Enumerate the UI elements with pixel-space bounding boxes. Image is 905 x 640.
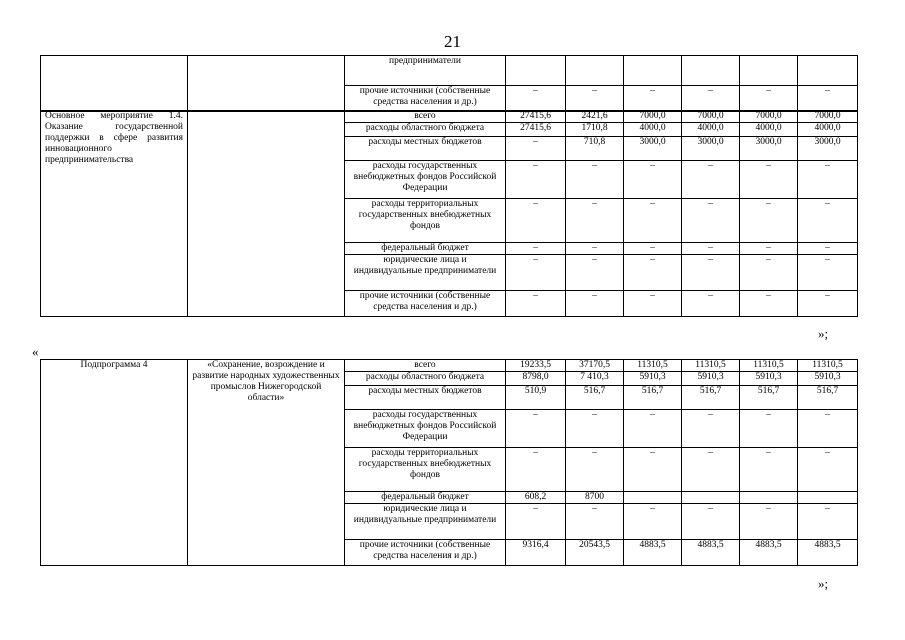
value-cell: – — [566, 243, 624, 255]
value-cell: 8798,0 — [506, 372, 566, 386]
value-cell — [682, 56, 740, 86]
value-cell: – — [740, 448, 798, 492]
value-cell: 710,8 — [566, 137, 624, 161]
value-cell: – — [506, 199, 566, 243]
value-cell: – — [624, 161, 682, 199]
value-cell: – — [798, 448, 858, 492]
value-cell: – — [798, 410, 858, 448]
value-cell: 516,7 — [566, 386, 624, 410]
value-cell — [798, 56, 858, 86]
value-cell: 11310,5 — [798, 360, 858, 372]
value-cell — [682, 492, 740, 504]
budget-table-subprogram-4 — [40, 359, 858, 566]
funding-source: расходы местных бюджетов — [345, 137, 506, 161]
funding-source: расходы областного бюджета — [345, 372, 506, 386]
funding-source: предприниматели — [345, 56, 506, 86]
funding-source: расходы областного бюджета — [345, 123, 506, 137]
value-cell: 4883,5 — [740, 540, 798, 566]
value-cell — [566, 56, 624, 86]
value-cell: – — [506, 291, 566, 317]
value-cell — [740, 56, 798, 86]
value-cell: – — [740, 243, 798, 255]
value-cell: – — [566, 255, 624, 291]
funding-source: прочие источники (собственные средства населения и др.) — [345, 86, 506, 112]
opening-quote: « — [32, 344, 39, 359]
value-cell: – — [506, 255, 566, 291]
value-cell: – — [566, 199, 624, 243]
value-cell: – — [682, 410, 740, 448]
value-cell: 27415,6 — [506, 111, 566, 123]
value-cell: 4000,0 — [798, 123, 858, 137]
activity-title-cell — [41, 56, 188, 112]
value-cell: – — [798, 161, 858, 199]
value-cell: 516,7 — [798, 386, 858, 410]
value-cell: – — [740, 504, 798, 540]
value-cell: – — [740, 199, 798, 243]
value-cell: 11310,5 — [682, 360, 740, 372]
value-cell: – — [740, 161, 798, 199]
subprogram-name: «Сохранение, возрождение и развитие народных художественных промыслов Нижегородской области» — [188, 360, 345, 566]
value-cell: – — [624, 86, 682, 112]
value-cell — [624, 56, 682, 86]
value-cell: 37170,5 — [566, 360, 624, 372]
value-cell: 7000,0 — [740, 111, 798, 123]
value-cell: 4000,0 — [682, 123, 740, 137]
value-cell: – — [566, 291, 624, 317]
funding-source: всего — [345, 360, 506, 372]
value-cell: – — [682, 255, 740, 291]
value-cell: – — [682, 161, 740, 199]
value-cell: – — [798, 291, 858, 317]
value-cell: – — [506, 410, 566, 448]
value-cell: 5910,3 — [740, 372, 798, 386]
funding-source: расходы территориальных государственных внебюджетных фондов — [345, 448, 506, 492]
value-cell: 3000,0 — [740, 137, 798, 161]
value-cell: – — [566, 161, 624, 199]
value-cell: 516,7 — [624, 386, 682, 410]
funding-source: прочие источники (собственные средства населения и др.) — [345, 540, 506, 566]
value-cell: 516,7 — [682, 386, 740, 410]
value-cell: – — [798, 243, 858, 255]
value-cell: – — [566, 504, 624, 540]
value-cell: 516,7 — [740, 386, 798, 410]
value-cell: – — [682, 291, 740, 317]
value-cell: 27415,6 — [506, 123, 566, 137]
funding-source: федеральный бюджет — [345, 243, 506, 255]
closing-quote: »; — [818, 576, 829, 591]
funding-source: юридические лица и индивидуальные предприниматели — [345, 255, 506, 291]
activity-title: Основное мероприятие 1.4. Оказание государственной поддержки в сфере развития инновационного предпринимательства — [41, 111, 188, 317]
value-cell: – — [624, 504, 682, 540]
value-cell: – — [506, 86, 566, 112]
value-cell: 4000,0 — [740, 123, 798, 137]
value-cell: 8700 — [566, 492, 624, 504]
value-cell: 510,9 — [506, 386, 566, 410]
value-cell: 4883,5 — [798, 540, 858, 566]
value-cell: 5910,3 — [624, 372, 682, 386]
value-cell: – — [682, 86, 740, 112]
value-cell: 3000,0 — [798, 137, 858, 161]
value-cell: 7 410,3 — [566, 372, 624, 386]
value-cell: – — [624, 291, 682, 317]
page-number: 21 — [444, 32, 461, 51]
value-cell: – — [624, 243, 682, 255]
budget-table-activity-1-4 — [40, 110, 858, 317]
value-cell: – — [566, 86, 624, 112]
value-cell: 11310,5 — [624, 360, 682, 372]
value-cell: – — [740, 410, 798, 448]
funding-source: расходы территориальных государственных внебюджетных фондов — [345, 199, 506, 243]
closing-quote: »; — [818, 326, 829, 341]
program-name-cell — [188, 111, 345, 317]
value-cell: 19233,5 — [506, 360, 566, 372]
value-cell: 7000,0 — [682, 111, 740, 123]
subprogram-title: Подпрограмма 4 — [41, 360, 188, 566]
value-cell: – — [624, 199, 682, 243]
funding-source: юридические лица и индивидуальные предприниматели — [345, 504, 506, 540]
value-cell: – — [624, 410, 682, 448]
value-cell: 11310,5 — [740, 360, 798, 372]
value-cell: 4883,5 — [682, 540, 740, 566]
value-cell: – — [506, 161, 566, 199]
value-cell: – — [566, 410, 624, 448]
value-cell: – — [798, 86, 858, 112]
value-cell: – — [682, 504, 740, 540]
program-name-cell — [188, 56, 345, 112]
value-cell: – — [506, 137, 566, 161]
value-cell: 5910,3 — [682, 372, 740, 386]
value-cell — [740, 492, 798, 504]
funding-source: федеральный бюджет — [345, 492, 506, 504]
budget-table-continuation — [40, 55, 858, 112]
funding-source: расходы местных бюджетов — [345, 386, 506, 410]
value-cell: 3000,0 — [682, 137, 740, 161]
value-cell: – — [682, 243, 740, 255]
funding-source: всего — [345, 111, 506, 123]
value-cell — [506, 56, 566, 86]
value-cell: 7000,0 — [798, 111, 858, 123]
value-cell: 20543,5 — [566, 540, 624, 566]
value-cell: 7000,0 — [624, 111, 682, 123]
value-cell: 3000,0 — [624, 137, 682, 161]
value-cell: – — [798, 199, 858, 243]
value-cell: – — [506, 448, 566, 492]
value-cell: 5910,3 — [798, 372, 858, 386]
value-cell: 4000,0 — [624, 123, 682, 137]
value-cell: – — [506, 243, 566, 255]
value-cell — [798, 492, 858, 504]
value-cell: 1710,8 — [566, 123, 624, 137]
value-cell: – — [798, 504, 858, 540]
value-cell: 608,2 — [506, 492, 566, 504]
funding-source: расходы государственных внебюджетных фондов Российской Федерации — [345, 410, 506, 448]
value-cell: 4883,5 — [624, 540, 682, 566]
value-cell: – — [740, 291, 798, 317]
value-cell — [624, 492, 682, 504]
value-cell: – — [624, 448, 682, 492]
value-cell: – — [624, 255, 682, 291]
funding-source: расходы государственных внебюджетных фондов Российской Федерации — [345, 161, 506, 199]
funding-source: прочие источники (собственные средства населения и др.) — [345, 291, 506, 317]
value-cell: – — [682, 448, 740, 492]
value-cell: 9316,4 — [506, 540, 566, 566]
value-cell: – — [798, 255, 858, 291]
value-cell: 2421,6 — [566, 111, 624, 123]
value-cell: – — [506, 504, 566, 540]
value-cell: – — [566, 448, 624, 492]
value-cell: – — [740, 86, 798, 112]
value-cell: – — [740, 255, 798, 291]
value-cell: – — [682, 199, 740, 243]
